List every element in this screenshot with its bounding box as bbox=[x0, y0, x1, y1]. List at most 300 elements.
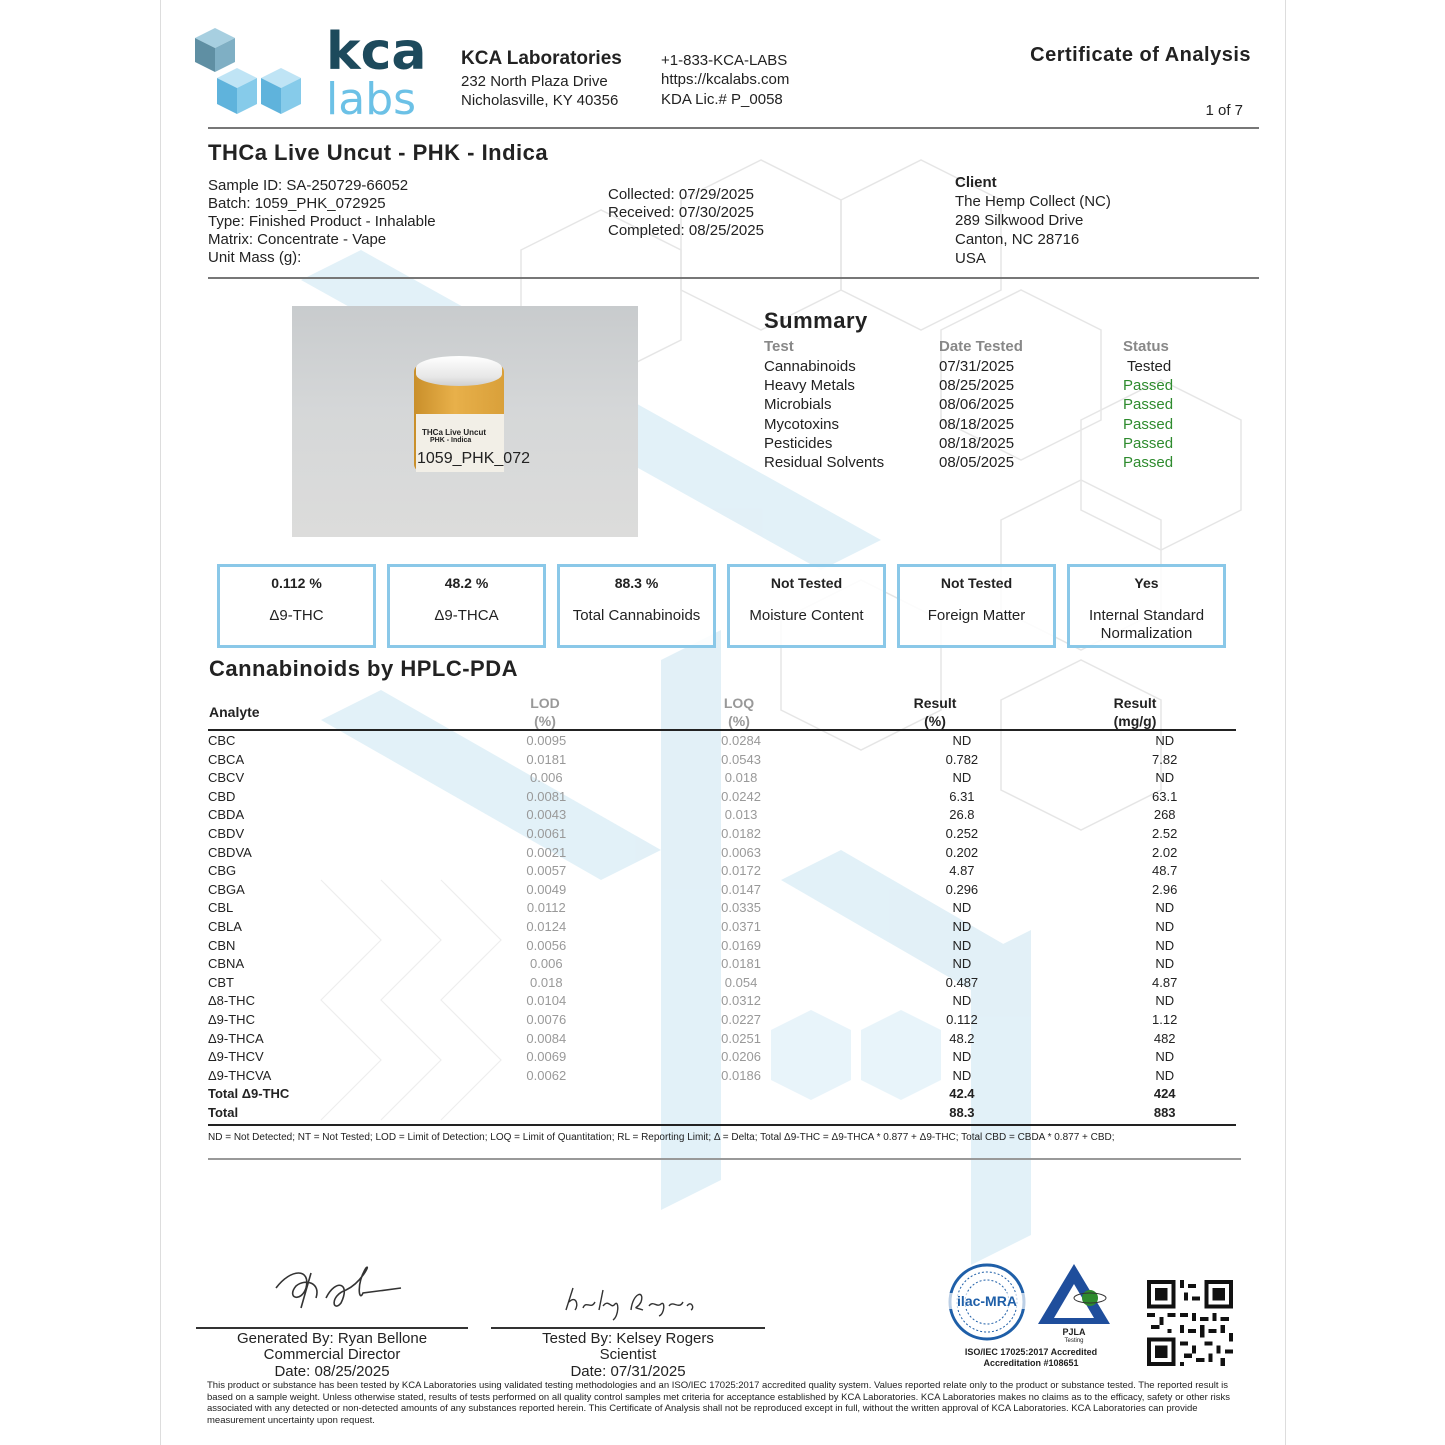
collected-date: Collected: 07/29/2025 bbox=[608, 186, 754, 203]
result-pct-cell: ND bbox=[952, 1049, 972, 1065]
spacer-cell bbox=[788, 1030, 890, 1049]
total-label-cell: Total bbox=[208, 1104, 239, 1120]
spacer-cell bbox=[788, 974, 890, 993]
summary-row bbox=[764, 415, 1184, 434]
table-row bbox=[208, 862, 1236, 881]
spacer-cell bbox=[1033, 844, 1093, 863]
result-pct-cell: 26.8 bbox=[949, 807, 975, 823]
loq-cell: 0.0284 bbox=[721, 733, 761, 748]
highlight-label: Δ9-THC bbox=[269, 607, 324, 624]
spacer-cell bbox=[593, 825, 693, 844]
certificate-page bbox=[160, 0, 1286, 1445]
summary-title: Summary bbox=[764, 308, 868, 333]
table-row bbox=[208, 751, 1236, 770]
spacer-cell bbox=[788, 825, 890, 844]
page-indicator: 1 of 7 bbox=[1205, 102, 1243, 119]
spacer-cell bbox=[1033, 825, 1093, 844]
table-row bbox=[208, 899, 1236, 918]
spacer-cell bbox=[593, 1030, 693, 1049]
header-divider bbox=[208, 127, 1259, 129]
summary-row bbox=[764, 376, 1184, 395]
loq-cell: 0.0172 bbox=[721, 863, 761, 879]
cannabinoids-title: Cannabinoids by HPLC-PDA bbox=[209, 656, 519, 681]
result-mg-cell: ND bbox=[1155, 900, 1175, 916]
col-result-mg-label: Result bbox=[1113, 695, 1157, 711]
col-result-pct bbox=[864, 694, 1006, 730]
col-result-mg bbox=[1064, 694, 1206, 730]
jar-lid bbox=[416, 356, 502, 386]
table-row bbox=[208, 955, 1236, 974]
spacer-cell bbox=[593, 769, 693, 788]
spacer-cell bbox=[593, 992, 693, 1011]
spacer-cell bbox=[1033, 974, 1093, 993]
highlight-label: Total Cannabinoids bbox=[572, 607, 701, 624]
spacer-cell bbox=[1033, 881, 1093, 900]
result-pct-cell: 42.4 bbox=[949, 1086, 975, 1102]
col-result-pct-unit: (%) bbox=[924, 713, 946, 729]
spacer-cell bbox=[788, 899, 890, 918]
sample-photo bbox=[292, 306, 638, 537]
spacer-cell bbox=[788, 844, 890, 863]
result-mg-cell: 48.7 bbox=[1152, 863, 1178, 879]
spacer-cell bbox=[788, 937, 890, 956]
result-mg-cell: ND bbox=[1155, 733, 1175, 748]
lab-address-1: 232 North Plaza Drive bbox=[461, 73, 608, 90]
summary-status: Passed bbox=[1123, 377, 1174, 395]
spacer-cell bbox=[593, 862, 693, 881]
spacer-cell bbox=[788, 918, 890, 937]
spacer-cell bbox=[1033, 937, 1093, 956]
result-mg-cell: 63.1 bbox=[1152, 788, 1178, 804]
spacer-cell bbox=[788, 1048, 890, 1067]
lab-address-2: Nicholasville, KY 40356 bbox=[461, 92, 619, 109]
summary-row bbox=[764, 434, 1184, 453]
cannabinoids-table bbox=[208, 732, 1236, 1122]
spacer-cell bbox=[1033, 955, 1093, 974]
lab-phone: +1-833-KCA-LABS bbox=[661, 52, 788, 69]
highlight-box-total-cannabinoids bbox=[557, 564, 716, 648]
disclaimer: This product or substance has been tested by KCA Laboratories using validated testing methodologies and an ISO/IEC 17025:2017 accredited quality system. Values reported relate only to the product or substance tested. The reported result is based on a sample weight. Unless otherwise stated, results of tests performed on all quality control samples met criteria for acceptance established by KCA Laboratories. KCA Laboratories makes no claims as to the efficacy, safety or other risks associated with any detected or non-detected amounts of any substances reported herein. This Certificate of Analysis shall not be reproduced except in full, without the written approval of KCA Laboratories. KCA Laboratories can provide measurement uncertainty upon request. bbox=[207, 1380, 1230, 1426]
summary-col-status: Status bbox=[1123, 338, 1169, 355]
loq-cell: 0.0182 bbox=[721, 825, 761, 841]
spacer-cell bbox=[1033, 899, 1093, 918]
table-row bbox=[208, 732, 1236, 751]
summary-status: Passed bbox=[1123, 396, 1174, 414]
result-pct-cell: 0.782 bbox=[945, 751, 979, 767]
sample-id: Sample ID: SA-250729-66052 bbox=[208, 177, 409, 194]
loq-cell: 0.0242 bbox=[721, 788, 761, 804]
spacer-cell bbox=[593, 1067, 693, 1086]
signature-line-2 bbox=[491, 1327, 765, 1329]
highlight-label: Moisture Content bbox=[749, 607, 864, 624]
spacer-cell bbox=[788, 751, 890, 770]
spacer-cell bbox=[593, 844, 693, 863]
spacer-cell bbox=[1033, 788, 1093, 807]
table-row bbox=[208, 844, 1236, 863]
spacer-cell bbox=[593, 881, 693, 900]
table-footnote: ND = Not Detected; NT = Not Tested; LOD = Limit of Detection; LOQ = Limit of Quantitation; RL = Reporting Limit; Δ = Delta; Total Δ9-THC = Δ9-THCA * 0.877 + Δ9-THC; Total CBD = CBDA * 0.877 + CBD; bbox=[208, 1132, 1115, 1143]
highlight-box-internal-standard bbox=[1067, 564, 1226, 648]
highlight-label-line1: Internal Standard bbox=[1088, 607, 1205, 624]
lod-cell: 0.0081 bbox=[526, 788, 567, 804]
lod-cell: 0.0181 bbox=[526, 751, 567, 767]
loq-cell: 0.0169 bbox=[721, 937, 761, 953]
summary-status: Passed bbox=[1123, 453, 1174, 471]
result-pct-cell: ND bbox=[952, 900, 972, 916]
highlight-box-d9thca bbox=[387, 564, 546, 648]
summary-status: Passed bbox=[1123, 434, 1174, 452]
table-row bbox=[208, 974, 1236, 993]
spacer-cell bbox=[593, 1104, 693, 1123]
summary-date: 07/31/2025 bbox=[939, 358, 1015, 375]
analyte-cell: CBNA bbox=[208, 956, 245, 972]
result-mg-cell: ND bbox=[1155, 918, 1175, 934]
col-loq-unit: (%) bbox=[728, 713, 750, 729]
jar-label-line3: 1059_PHK_072 bbox=[417, 450, 530, 467]
result-mg-cell: ND bbox=[1155, 1067, 1175, 1083]
document-title: Certificate of Analysis bbox=[1030, 44, 1251, 66]
analyte-cell: CBLA bbox=[208, 918, 242, 934]
summary-test: Pesticides bbox=[764, 434, 833, 452]
analyte-cell: CBG bbox=[208, 863, 237, 879]
spacer-cell bbox=[788, 1067, 890, 1086]
spacer-cell bbox=[593, 1085, 693, 1104]
summary-col-date: Date Tested bbox=[939, 338, 1023, 355]
lod-cell: 0.0084 bbox=[526, 1030, 567, 1046]
result-pct-cell: 0.112 bbox=[946, 1011, 978, 1027]
highlight-box-foreign-matter bbox=[897, 564, 1056, 648]
client-street: 289 Silkwood Drive bbox=[955, 212, 1084, 229]
summary-date: 08/06/2025 bbox=[939, 396, 1015, 414]
col-analyte: Analyte bbox=[209, 704, 260, 720]
result-mg-cell: ND bbox=[1155, 956, 1175, 972]
lod-cell bbox=[499, 1085, 593, 1104]
loq-cell: 0.0312 bbox=[721, 993, 761, 1009]
info-divider bbox=[208, 277, 1259, 279]
loq-cell: 0.0147 bbox=[721, 881, 761, 897]
result-pct-cell: ND bbox=[952, 993, 972, 1009]
lod-cell: 0.006 bbox=[530, 956, 563, 972]
result-mg-cell: ND bbox=[1155, 1049, 1175, 1065]
lod-cell: 0.0043 bbox=[526, 807, 567, 823]
matrix: Matrix: Concentrate - Vape bbox=[208, 231, 387, 248]
result-pct-cell: 6.31 bbox=[949, 788, 975, 804]
analyte-cell: Δ9-THCV bbox=[208, 1049, 264, 1065]
table-row bbox=[208, 937, 1236, 956]
spacer-cell bbox=[593, 1048, 693, 1067]
result-mg-cell: ND bbox=[1155, 993, 1175, 1009]
result-mg-cell: 883 bbox=[1153, 1104, 1176, 1120]
spacer-cell bbox=[788, 1104, 890, 1123]
result-pct-cell: 0.252 bbox=[945, 825, 979, 841]
spacer-cell bbox=[1033, 992, 1093, 1011]
spacer-cell bbox=[1033, 1085, 1093, 1104]
spacer-cell bbox=[593, 918, 693, 937]
summary-date: 08/18/2025 bbox=[939, 434, 1015, 452]
spacer-cell bbox=[593, 788, 693, 807]
analyte-cell: CBCV bbox=[208, 770, 245, 786]
result-pct-cell: ND bbox=[952, 1067, 972, 1083]
footnote-divider bbox=[208, 1158, 1241, 1160]
col-lod-label: LOD bbox=[530, 695, 560, 711]
spacer-cell bbox=[1033, 1048, 1093, 1067]
analyte-cell: Δ9-THCA bbox=[208, 1030, 264, 1046]
product-name: THCa Live Uncut - PHK - Indica bbox=[208, 140, 549, 165]
spacer-cell bbox=[593, 974, 693, 993]
loq-cell: 0.018 bbox=[724, 770, 758, 786]
result-pct-cell: 88.3 bbox=[949, 1104, 975, 1120]
lod-cell: 0.0104 bbox=[526, 993, 567, 1009]
generated-date: Date: 08/25/2025 bbox=[274, 1363, 390, 1380]
analyte-cell: CBC bbox=[208, 733, 236, 748]
loq-cell: 0.0251 bbox=[721, 1030, 761, 1046]
logo-text-labs: labs bbox=[326, 74, 417, 125]
analyte-cell: Δ8-THC bbox=[208, 993, 255, 1009]
lod-cell bbox=[499, 1104, 593, 1123]
lab-website[interactable]: https://kcalabs.com bbox=[661, 71, 790, 88]
highlight-value: Not Tested bbox=[770, 575, 843, 591]
table-bottom-rule bbox=[208, 1124, 1236, 1126]
summary-test: Microbials bbox=[764, 396, 832, 414]
highlight-label: Δ9-THCA bbox=[434, 607, 499, 624]
result-mg-cell: 424 bbox=[1153, 1086, 1176, 1102]
lod-cell: 0.0049 bbox=[526, 881, 567, 897]
result-mg-cell: 7.82 bbox=[1152, 751, 1178, 767]
col-loq bbox=[692, 694, 786, 730]
loq-cell: 0.0227 bbox=[721, 1011, 761, 1027]
loq-cell: 0.054 bbox=[724, 974, 758, 990]
spacer-cell bbox=[1033, 862, 1093, 881]
table-row bbox=[208, 788, 1236, 807]
spacer-cell bbox=[788, 862, 890, 881]
spacer-cell bbox=[1033, 1011, 1093, 1030]
spacer-cell bbox=[593, 806, 693, 825]
total-label-cell: Total Δ9-THC bbox=[208, 1086, 290, 1102]
summary-row bbox=[764, 395, 1184, 414]
col-lod bbox=[498, 694, 592, 730]
loq-cell: 0.0206 bbox=[721, 1049, 761, 1065]
tested-by: Tested By: Kelsey Rogers bbox=[542, 1330, 714, 1347]
spacer-cell bbox=[1033, 769, 1093, 788]
spacer-cell bbox=[593, 899, 693, 918]
summary-status: Passed bbox=[1123, 415, 1174, 433]
highlight-box-d9thc bbox=[217, 564, 376, 648]
lod-cell: 0.0112 bbox=[526, 900, 566, 916]
kca-cubes-logo-icon bbox=[191, 28, 311, 122]
spacer-cell bbox=[1033, 732, 1093, 751]
loq-cell: 0.0186 bbox=[721, 1067, 761, 1083]
analyte-cell: CBL bbox=[208, 900, 234, 916]
table-row bbox=[208, 881, 1236, 900]
total-row bbox=[208, 1085, 1236, 1104]
table-row bbox=[208, 1030, 1236, 1049]
lod-cell: 0.0021 bbox=[526, 844, 567, 860]
summary-status: Tested bbox=[1127, 358, 1172, 375]
table-header-rule bbox=[208, 729, 1236, 731]
result-pct-cell: 48.2 bbox=[949, 1030, 975, 1046]
col-result-pct-label: Result bbox=[913, 695, 957, 711]
loq-cell: 0.0063 bbox=[721, 844, 761, 860]
summary-table bbox=[764, 357, 1184, 472]
spacer-cell bbox=[788, 732, 890, 751]
signature-kelsey-rogers bbox=[561, 1280, 701, 1325]
highlight-label-line2: Normalization bbox=[1100, 625, 1193, 642]
signature-ryan-bellone bbox=[271, 1258, 411, 1328]
table-row bbox=[208, 1067, 1236, 1086]
summary-date: 08/18/2025 bbox=[939, 415, 1015, 433]
result-mg-cell: 2.02 bbox=[1152, 844, 1178, 860]
result-mg-cell: 4.87 bbox=[1152, 974, 1178, 990]
qr-code-icon[interactable] bbox=[1147, 1280, 1233, 1366]
spacer-cell bbox=[788, 955, 890, 974]
result-pct-cell: 0.296 bbox=[945, 881, 979, 897]
highlight-value: Not Tested bbox=[940, 575, 1013, 591]
spacer-cell bbox=[1033, 1067, 1093, 1086]
result-pct-cell: ND bbox=[952, 937, 972, 953]
received-date: Received: 07/30/2025 bbox=[608, 204, 754, 221]
table-row bbox=[208, 992, 1236, 1011]
spacer-cell bbox=[1033, 918, 1093, 937]
accreditation-number: Accreditation #108651 bbox=[983, 1358, 1079, 1368]
loq-cell bbox=[694, 1104, 788, 1123]
result-pct-cell: 0.202 bbox=[945, 844, 979, 860]
result-pct-cell: 4.87 bbox=[949, 863, 975, 879]
spacer-cell bbox=[593, 955, 693, 974]
lod-cell: 0.0061 bbox=[526, 825, 567, 841]
lod-cell: 0.0095 bbox=[526, 733, 567, 748]
client-name: The Hemp Collect (NC) bbox=[955, 193, 1111, 210]
total-row bbox=[208, 1104, 1236, 1123]
analyte-cell: Δ9-THC bbox=[208, 1011, 255, 1027]
client-country: USA bbox=[955, 250, 986, 267]
client-city: Canton, NC 28716 bbox=[955, 231, 1080, 248]
spacer-cell bbox=[593, 1011, 693, 1030]
spacer-cell bbox=[593, 937, 693, 956]
spacer-cell bbox=[1033, 751, 1093, 770]
lod-cell: 0.006 bbox=[530, 770, 563, 786]
analyte-cell: CBN bbox=[208, 937, 236, 953]
result-pct-cell: ND bbox=[952, 733, 972, 748]
spacer-cell bbox=[788, 1085, 890, 1104]
analyte-cell: CBT bbox=[208, 974, 234, 990]
logo-text-kca: kca bbox=[326, 22, 427, 82]
spacer-cell bbox=[593, 751, 693, 770]
ilac-text: ilac-MRA bbox=[947, 1293, 1027, 1309]
generated-by: Generated By: Ryan Bellone bbox=[236, 1330, 428, 1347]
lod-cell: 0.0062 bbox=[526, 1067, 567, 1083]
col-loq-label: LOQ bbox=[723, 695, 755, 711]
spacer-cell bbox=[1033, 806, 1093, 825]
result-mg-cell: 2.52 bbox=[1152, 825, 1178, 841]
tested-date: Date: 07/31/2025 bbox=[570, 1363, 686, 1380]
table-row bbox=[208, 825, 1236, 844]
table-row bbox=[208, 806, 1236, 825]
pjla-sub: Testing bbox=[1064, 1338, 1084, 1344]
result-pct-cell: ND bbox=[952, 918, 972, 934]
jar-label-line2: PHK - Indica bbox=[430, 437, 472, 444]
summary-row bbox=[764, 453, 1184, 472]
lab-license: KDA Lic.# P_0058 bbox=[661, 91, 783, 108]
result-mg-cell: 2.96 bbox=[1152, 881, 1178, 897]
result-mg-cell: 268 bbox=[1153, 807, 1176, 823]
result-mg-cell: 1.12 bbox=[1152, 1011, 1178, 1027]
result-mg-cell: 482 bbox=[1153, 1030, 1176, 1046]
spacer-cell bbox=[593, 732, 693, 751]
lod-cell: 0.0056 bbox=[526, 937, 567, 953]
analyte-cell: CBDV bbox=[208, 825, 245, 841]
summary-test: Cannabinoids bbox=[764, 358, 856, 375]
generated-title: Commercial Director bbox=[263, 1346, 401, 1363]
loq-cell bbox=[694, 1085, 788, 1104]
result-pct-cell: 0.487 bbox=[945, 974, 979, 990]
spacer-cell bbox=[788, 788, 890, 807]
spacer-cell bbox=[788, 769, 890, 788]
analyte-cell: CBDVA bbox=[208, 844, 252, 860]
analyte-cell: CBD bbox=[208, 788, 236, 804]
table-row bbox=[208, 918, 1236, 937]
spacer-cell bbox=[788, 881, 890, 900]
result-pct-cell: ND bbox=[952, 770, 972, 786]
summary-col-test: Test bbox=[764, 338, 794, 355]
col-result-mg-unit: (mg/g) bbox=[1113, 713, 1157, 729]
lod-cell: 0.0124 bbox=[526, 918, 567, 934]
client-heading: Client bbox=[955, 174, 997, 191]
summary-row bbox=[764, 357, 1184, 376]
batch: Batch: 1059_PHK_072925 bbox=[208, 195, 386, 212]
loq-cell: 0.013 bbox=[724, 807, 758, 823]
lod-cell: 0.0057 bbox=[526, 863, 567, 879]
table-row bbox=[208, 1048, 1236, 1067]
spacer-cell bbox=[788, 1011, 890, 1030]
analyte-cell: CBCA bbox=[208, 751, 245, 767]
loq-cell: 0.0335 bbox=[721, 900, 761, 916]
summary-test: Heavy Metals bbox=[764, 377, 855, 395]
highlight-box-moisture bbox=[727, 564, 886, 648]
loq-cell: 0.0371 bbox=[721, 918, 761, 934]
spacer-cell bbox=[1033, 1030, 1093, 1049]
jar-label-line1: THCa Live Uncut bbox=[422, 428, 487, 437]
spacer-cell bbox=[1033, 1104, 1093, 1123]
summary-test: Mycotoxins bbox=[764, 415, 840, 433]
highlight-value: 88.3 % bbox=[614, 575, 659, 591]
unit-mass: Unit Mass (g): bbox=[208, 249, 302, 266]
lab-name: KCA Laboratories bbox=[461, 48, 622, 69]
iso-accreditation: ISO/IEC 17025:2017 Accredited bbox=[964, 1347, 1098, 1357]
tested-title: Scientist bbox=[599, 1346, 657, 1363]
highlight-value: Yes bbox=[1134, 575, 1159, 591]
signature-line-1 bbox=[196, 1327, 468, 1329]
summary-test: Residual Solvents bbox=[764, 453, 885, 471]
table-row bbox=[208, 769, 1236, 788]
result-mg-cell: ND bbox=[1155, 937, 1175, 953]
table-row bbox=[208, 1011, 1236, 1030]
product-type: Type: Finished Product - Inhalable bbox=[208, 213, 436, 230]
spacer-cell bbox=[788, 992, 890, 1011]
result-mg-cell: ND bbox=[1155, 770, 1175, 786]
pjla-logo-icon bbox=[1036, 1262, 1112, 1328]
highlight-value: 48.2 % bbox=[444, 575, 489, 591]
analyte-cell: CBGA bbox=[208, 881, 245, 897]
lod-cell: 0.0076 bbox=[526, 1011, 567, 1027]
analyte-cell: CBDA bbox=[208, 807, 245, 823]
summary-date: 08/05/2025 bbox=[939, 453, 1015, 471]
pjla-text: PJLA bbox=[1062, 1327, 1086, 1337]
highlight-label: Foreign Matter bbox=[927, 607, 1026, 624]
spacer-cell bbox=[788, 806, 890, 825]
loq-cell: 0.0543 bbox=[721, 751, 761, 767]
loq-cell: 0.0181 bbox=[721, 956, 761, 972]
lod-cell: 0.0069 bbox=[526, 1049, 567, 1065]
